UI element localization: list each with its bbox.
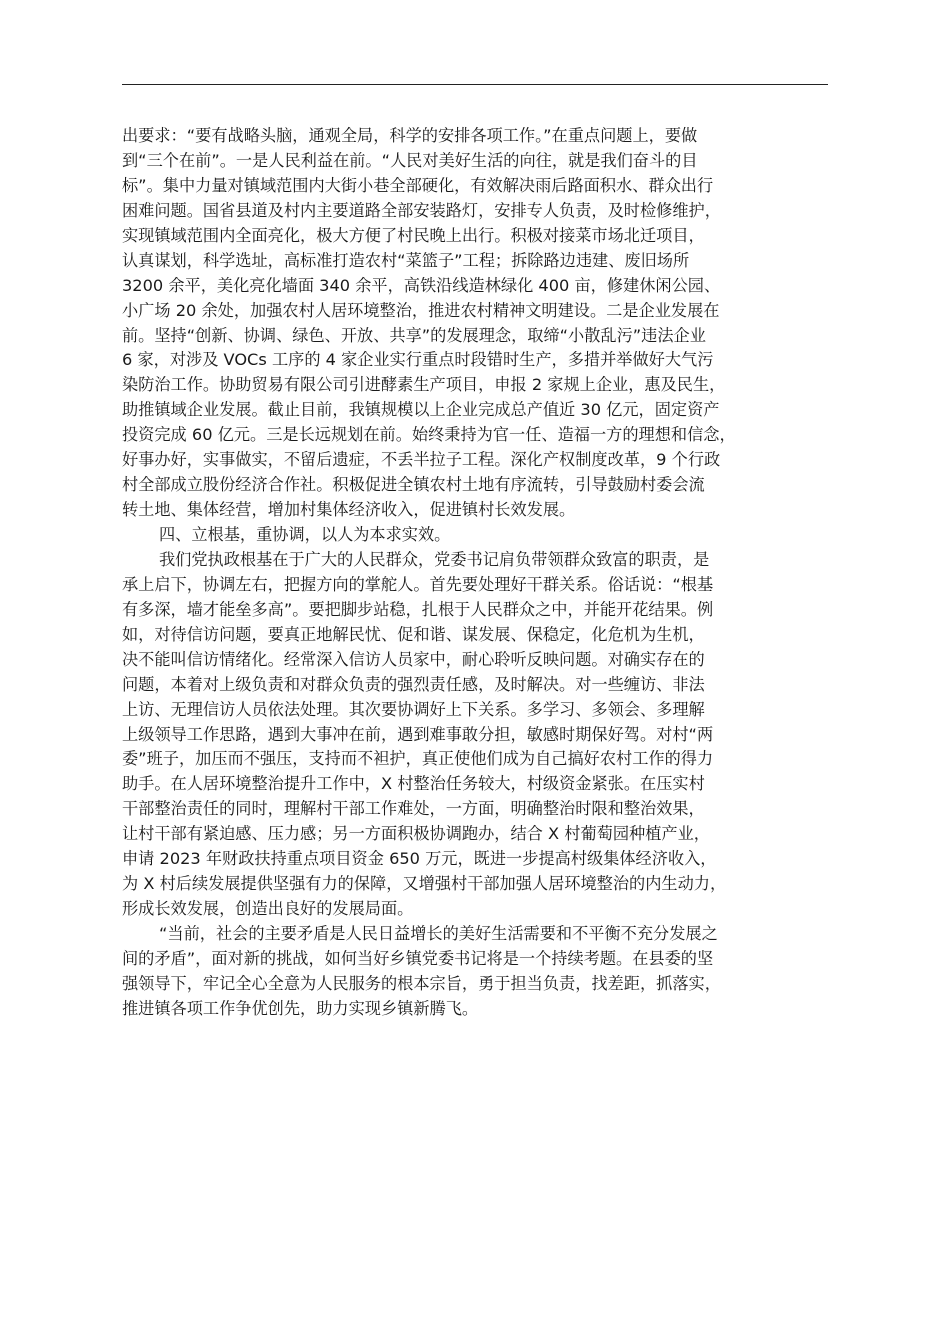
text-line: 推进镇各项工作争优创先，助力实现乡镇新腾飞。 xyxy=(122,998,479,1018)
text-line: 出要求：“要有战略头脑，通观全局，科学的安排各项工作。”在重点问题上，要做 xyxy=(122,126,698,145)
text-line: 困难问题。国省县道及村内主要道路全部安装路灯，安排专人负责，及时检修维护， xyxy=(122,200,721,220)
text-line: 小广场 20 余处，加强农村人居环境整治，推进农村精神文明建设。二是企业发展在 xyxy=(122,300,720,320)
text-line: 上级领导工作思路，遇到大事冲在前，遇到难事敢分担，敏感时期保好驾。对村“两 xyxy=(122,724,714,744)
text-line: 3200 余平，美化亮化墙面 340 余平，高铁沿线造林绿化 400 亩，修建休闲公园、 xyxy=(122,275,721,295)
text-line: 转土地、集体经营，增加村集体经济收入，促进镇村长效发展。 xyxy=(122,500,576,520)
text-line: 好事办好，实事做实，不留后遗症，不丢半拉子工程。深化产权制度改革，9 个行政 xyxy=(122,450,721,470)
text-line: 实现镇域范围内全面亮化，极大方便了村民晚上出行。积极对接菜市场北迁项目， xyxy=(122,225,705,245)
text-line: 委”班子，加压而不强压，支持而不袒护，真正使他们成为自己搞好农村工作的得力 xyxy=(122,749,714,769)
text-line: 上访、无理信访人员依法处理。其次要协调好上下关系。多学习、多领会、多理解 xyxy=(122,699,705,719)
text-line: 让村干部有紧迫感、压力感；另一方面积极协调跑办，结合 X 村葡萄园种植产业， xyxy=(122,824,710,844)
text-line: 强领导下，牢记全心全意为人民服务的根本宗旨，勇于担当负责，找差距，抓落实， xyxy=(122,973,721,993)
text-line: 助推镇域企业发展。截止目前，我镇规模以上企业完成总产值近 30 亿元，固定资产 xyxy=(122,400,720,420)
text-line: 问题，本着对上级负责和对群众负责的强烈责任感，及时解决。对一些缠访、非法 xyxy=(122,674,705,694)
text-line: 到“三个在前”。一是人民利益在前。“人民对美好生活的向往，就是我们奋斗的目 xyxy=(122,150,698,170)
text-line: 我们党执政根基在于广大的人民群众，党委书记肩负带领群众致富的职责，是 xyxy=(159,549,710,569)
text-line: 助手。在人居环境整治提升工作中，X 村整治任务较大，村级资金紧张。在压实村 xyxy=(122,774,705,794)
text-line: 染防治工作。协助贸易有限公司引进酵素生产项目，申报 2 家规上企业，惠及民生， xyxy=(122,375,726,395)
header-rule xyxy=(122,84,828,85)
text-line: 标”。集中力量对镇域范围内大街小巷全部硬化，有效解决雨后路面积水、群众出行 xyxy=(122,175,714,195)
text-line: 四、立根基，重协调，以人为本求实效。 xyxy=(159,525,451,544)
text-line: 间的矛盾”，面对新的挑战，如何当好乡镇党委书记将是一个持续考题。在县委的坚 xyxy=(122,948,714,968)
text-line: 如，对待信访问题，要真正地解民忧、促和谐、谋发展、保稳定，化危机为生机， xyxy=(122,624,705,644)
text-line: 有多深，墙才能垒多高”。要把脚步站稳，扎根于人民群众之中，并能开花结果。例 xyxy=(122,599,714,619)
text-line: 投资完成 60 亿元。三是长远规划在前。始终秉持为官一任、造福一方的理想和信念， xyxy=(122,425,736,445)
text-line: 认真谋划，科学选址，高标准打造农村“菜篮子”工程；拆除路边违建、废旧场所 xyxy=(122,250,690,270)
text-line: “当前，社会的主要矛盾是人民日益增长的美好生活需要和不平衡不充分发展之 xyxy=(159,924,718,943)
text-line: 决不能叫信访情绪化。经常深入信访人员家中，耐心聆听反映问题。对确实存在的 xyxy=(122,649,705,669)
text-line: 为 X 村后续发展提供坚强有力的保障，又增强村干部加强人居环境整治的内生动力， xyxy=(122,874,727,894)
text-line: 前。坚持“创新、协调、绿色、开放、共享”的发展理念，取缔“小散乱污”违法企业 xyxy=(122,325,706,345)
text-line: 申请 2023 年财政扶持重点项目资金 650 万元，既进一步提高村级集体经济收入， xyxy=(122,849,717,869)
text-line: 干部整治责任的同时，理解村干部工作难处，一方面，明确整治时限和整治效果， xyxy=(122,799,705,819)
text-line: 村全部成立股份经济合作社。积极促进全镇农村土地有序流转，引导鼓励村委会流 xyxy=(122,475,705,495)
text-line: 承上启下，协调左右，把握方向的掌舵人。首先要处理好干群关系。俗话说：“根基 xyxy=(122,574,714,594)
text-line: 形成长效发展，创造出良好的发展局面。 xyxy=(122,899,414,919)
document-body xyxy=(122,124,842,1022)
text-line: 6 家，对涉及 VOCs 工序的 4 家企业实行重点时段错时生产，多措并举做好大气污 xyxy=(122,350,714,370)
